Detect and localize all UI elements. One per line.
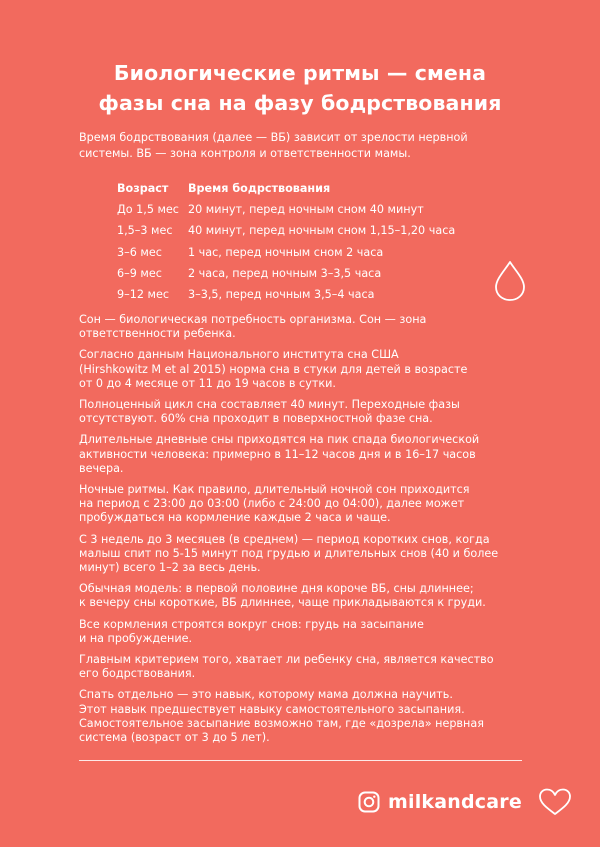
table-cell-age: 1,5–3 мес [117,224,173,238]
table-cell-wake-time: 1 час, перед ночным сном 2 часа [188,245,384,259]
paragraph-line: Согласно данным Национального института сна США [79,348,399,362]
table-cell-age: 9–12 мес [117,288,169,302]
paragraph-line: (Hirshkowitz M et al 2015) норма сна в стуки для детей в возрасте [79,362,468,376]
title-line: Биологические ритмы — смена [113,61,487,85]
paragraph [79,618,529,646]
paragraph [79,433,529,476]
paragraph-line: активности человека: примерно в 11–12 часов дня и в 16–17 часов [79,447,476,461]
paragraph-line: к вечеру сны короткие, ВБ длиннее, чаще прикладываются к груди. [79,596,486,610]
paragraph-line: минут) всего 1–2 за весь день. [79,561,261,575]
title-line: фазы сна на фазу бодрствования [98,91,502,115]
wake-time-table [117,178,455,305]
paragraph [79,483,529,526]
paragraph [79,688,529,745]
paragraph [79,313,529,341]
table-row [117,199,455,220]
paragraph-line: система (возраст от 3 до 5 лет). [79,731,270,745]
paragraph-line: Этот навык предшествует навыку самостоятельного засыпания. [79,702,465,716]
paragraph-line: на период с 23:00 до 03:00 (либо с 24:00 до 04:00), далее может [79,497,465,511]
paragraph-line: от 0 до 4 месяце от 11 до 19 часов в сутки. [79,376,336,390]
intro-text [79,130,524,161]
paragraph-line: Сон — биологическая потребность организма. Сон — зона [79,313,427,326]
intro-line: системы. ВБ — зона контроля и ответственности мамы. [79,146,411,160]
paragraph-line: пробуждаться на кормление каждые 2 часа и чаще. [79,511,391,525]
table-header: Время бодрствования [188,182,331,196]
brand-name: milkandcare [388,791,522,813]
drop-icon [493,260,527,302]
paragraph-line: малыш спит по 5-15 минут под грудью и длительных снов (40 и более [79,546,499,560]
table-header-row [117,178,455,199]
paragraph [79,348,529,391]
paragraph-line: Ночные ритмы. Как правило, длительный ночной сон приходится [79,483,470,497]
table-cell-age: До 1,5 мес [117,203,179,217]
table-cell-age: 3–6 мес [117,245,162,259]
paragraph-line: Самостоятельное засыпание возможно там, где «дозрела» нервная [79,716,484,730]
body-paragraphs [79,313,529,752]
paragraph-line: вечера. [79,461,124,475]
table-cell-age: 6–9 мес [117,266,162,280]
instagram-icon [358,791,380,813]
paragraph-line: его бодрствования. [79,667,196,681]
paragraph-line: и на пробуждение. [79,631,193,645]
paragraph-line: Длительные дневные сны приходятся на пик спада биологической [79,433,480,447]
table-row [117,242,455,263]
page-title [60,58,540,118]
paragraph [79,653,529,681]
table-row [117,263,455,284]
footer-divider [79,760,522,761]
table-cell-wake-time: 20 минут, перед ночным сном 40 минут [188,203,424,217]
paragraph-line: Главным критерием того, хватает ли ребенку сна, является качество [79,653,494,667]
table-cell-wake-time: 40 минут, перед ночным сном 1,15–1,20 часа [188,224,456,238]
table-row [117,284,455,305]
paragraph-line: Спать отдельно — это навык, которому мама должна научить. [79,688,453,702]
paragraph-line: отсутствуют. 60% сна проходит в поверхностной фазе сна. [79,412,433,426]
paragraph-line: Обычная модель: в первой половине дня короче ВБ, сны длиннее; [79,582,474,596]
table-cell-wake-time: 3–3,5, перед ночным 3,5–4 часа [188,288,375,302]
table-header: Возраст [117,182,169,196]
paragraph-line: Полноценный цикл сна составляет 40 минут. Переходные фазы [79,398,460,412]
heart-icon [537,787,573,817]
paragraph [79,398,529,426]
paragraph [79,533,529,576]
table-row [117,220,455,241]
paragraph-line: ответственности ребенка. [79,327,236,341]
table-cell-wake-time: 2 часа, перед ночным 3–3,5 часа [188,266,382,280]
brand-link[interactable] [358,789,522,815]
paragraph [79,582,529,610]
paragraph-line: Все кормления строятся вокруг снов: грудь на засыпание [79,617,424,631]
paragraph-line: С 3 недель до 3 месяцев (в среднем) — период коротких снов, когда [79,532,490,546]
intro-line: Время бодрствования (далее — ВБ) зависит от зрелости нервной [79,131,468,144]
